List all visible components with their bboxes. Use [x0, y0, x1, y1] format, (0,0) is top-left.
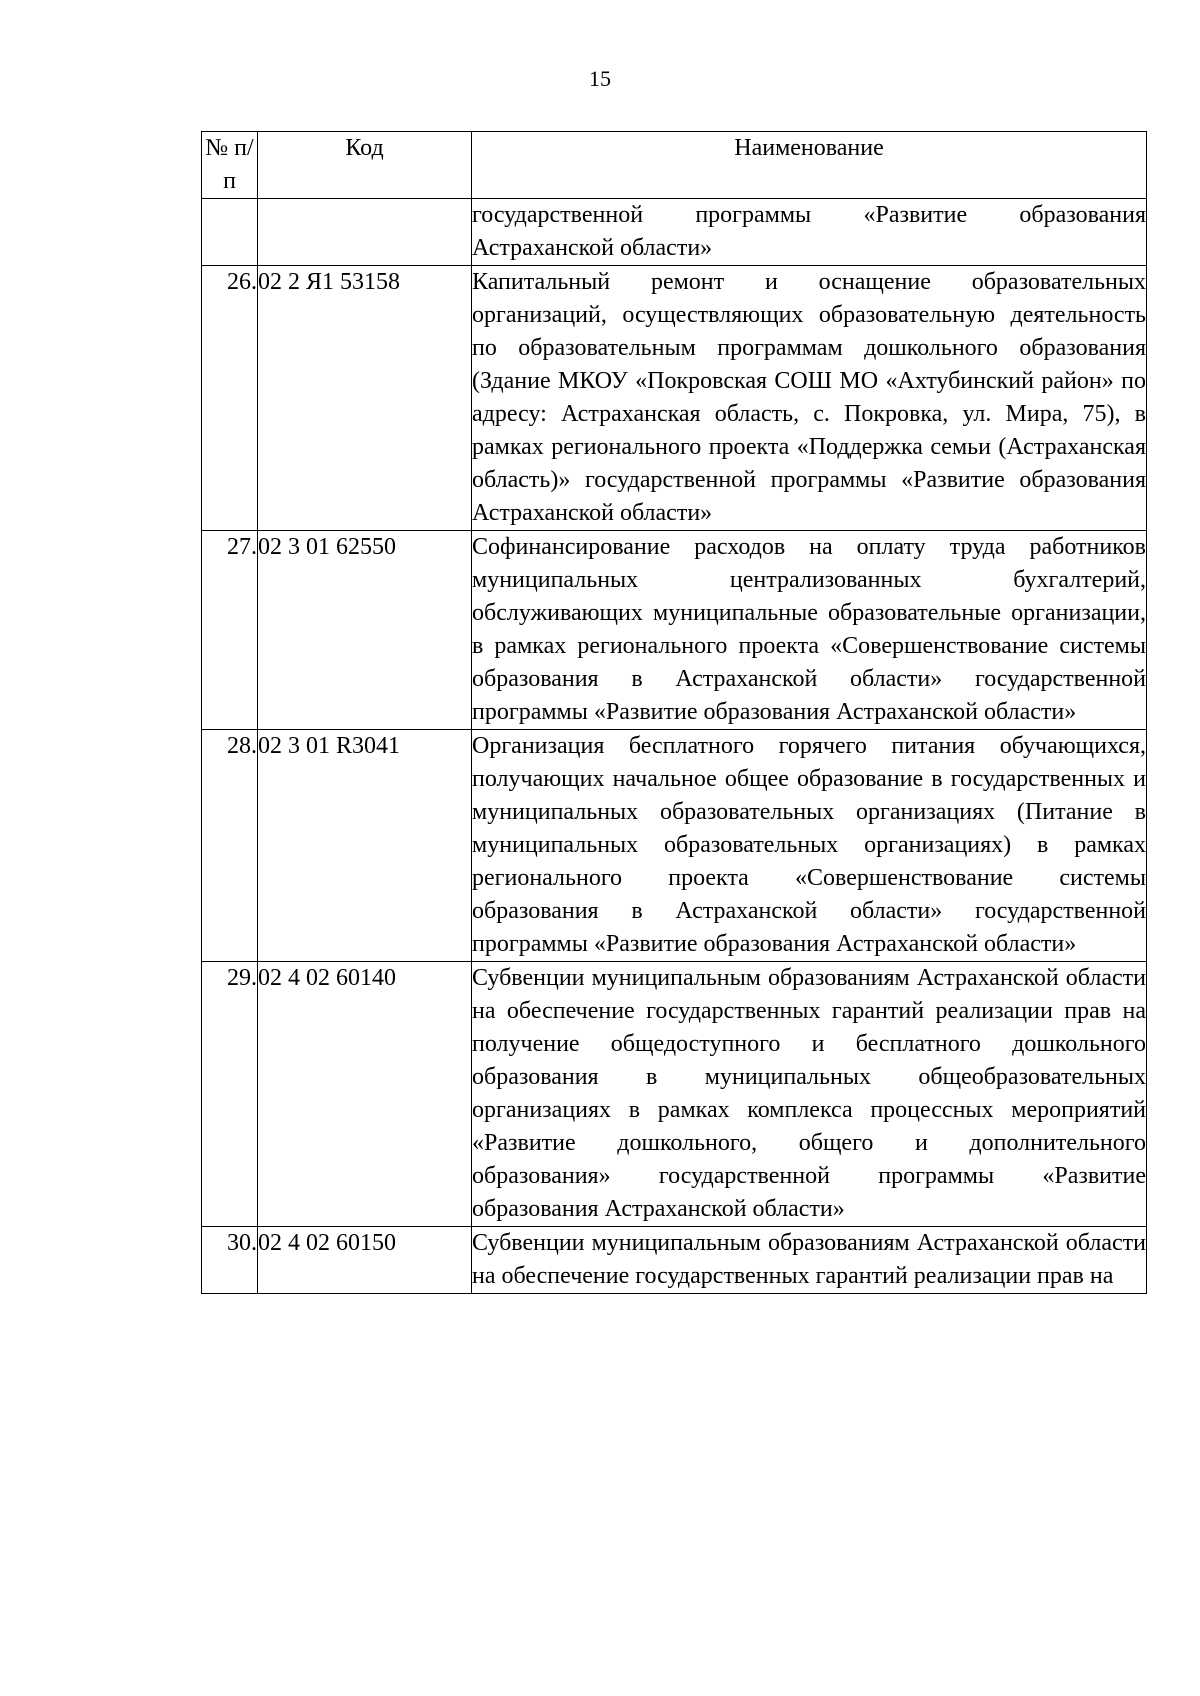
row-code: 02 4 02 60150 — [258, 1227, 472, 1294]
table-row — [202, 1227, 1147, 1294]
row-number — [202, 199, 258, 266]
page-number: 15 — [589, 66, 611, 91]
header-name: Наименование — [472, 132, 1147, 199]
row-number: 29. — [202, 962, 258, 1227]
table-row — [202, 531, 1147, 730]
row-code — [258, 199, 472, 266]
row-code: 02 3 01 62550 — [258, 531, 472, 730]
row-number: 26. — [202, 266, 258, 531]
table-header-row — [202, 132, 1147, 199]
row-name: Субвенции муниципальным образованиям Астраханской области на обеспечение государственных гарантий реализации прав на получение общедоступного и бесплатного дошкольного образования в муниципальных общеобразовательных организациях в рамках комплекса процессных мероприятий «Развитие дошкольного, общего и дополнительного образования» государственной программы «Развитие образования Астраханской области» — [472, 962, 1147, 1227]
row-number: 30. — [202, 1227, 258, 1294]
row-code: 02 3 01 R3041 — [258, 730, 472, 962]
table-row — [202, 962, 1147, 1227]
row-code: 02 4 02 60140 — [258, 962, 472, 1227]
header-code: Код — [258, 132, 472, 199]
row-number: 27. — [202, 531, 258, 730]
row-name: Субвенции муниципальным образованиям Астраханской области на обеспечение государственных гарантий реализации прав на — [472, 1227, 1147, 1294]
budget-codes-table — [201, 131, 1147, 1294]
row-number: 28. — [202, 730, 258, 962]
row-name: Организация бесплатного горячего питания обучающихся, получающих начальное общее образование в государственных и муниципальных образовательных организациях (Питание в муниципальных образовательных организациях) в рамках регионального проекта «Совершенствование системы образования в Астраханской области» государственной программы «Развитие образования Астраханской области» — [472, 730, 1147, 962]
table-row — [202, 266, 1147, 531]
header-num: № п/п — [202, 132, 258, 199]
table-row — [202, 199, 1147, 266]
row-name: Софинансирование расходов на оплату труда работников муниципальных централизованных бухгалтерий, обслуживающих муниципальные образовательные организации, в рамках регионального проекта «Совершенствование системы образования в Астраханской области» государственной программы «Развитие образования Астраханской области» — [472, 531, 1147, 730]
row-code: 02 2 Я1 53158 — [258, 266, 472, 531]
row-name: Капитальный ремонт и оснащение образовательных организаций, осуществляющих образовательную деятельность по образовательным программам дошкольного образования (Здание МКОУ «Покровская СОШ МО «Ахтубинский район» по адресу: Астраханская область, с. Покровка, ул. Мира, 75), в рамках регионального проекта «Поддержка семьи (Астраханская область)» государственной программы «Развитие образования Астраханской области» — [472, 266, 1147, 531]
table-row — [202, 730, 1147, 962]
row-name: государственной программы «Развитие образования Астраханской области» — [472, 199, 1147, 266]
